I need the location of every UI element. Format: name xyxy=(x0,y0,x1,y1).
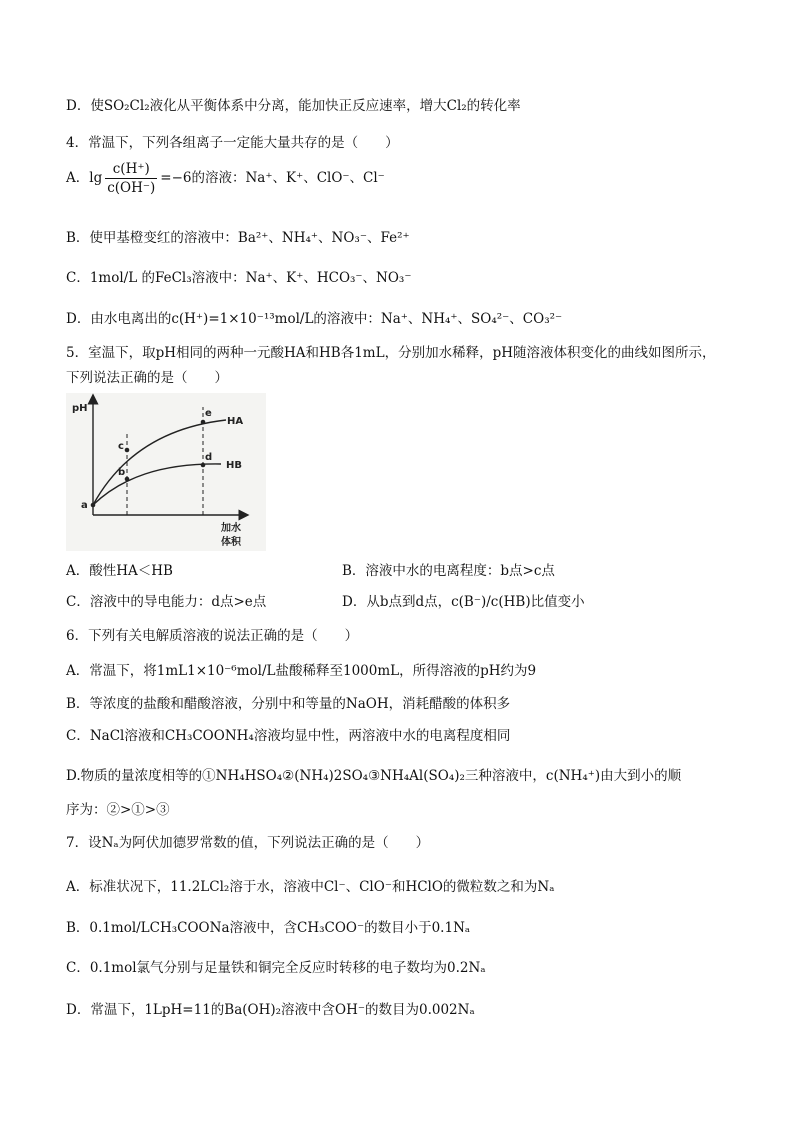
q4a-numerator: c(H⁺) xyxy=(105,160,157,179)
point-label-a: a xyxy=(81,500,88,511)
x-axis-label-2: 体积 xyxy=(221,537,241,548)
q6-option-a: A．常温下，将1mL1×10⁻⁶mol/L盐酸稀释至1000mL，所得溶液的pH约为9 xyxy=(66,663,537,679)
q3-option-d: D．使SO₂Cl₂液化从平衡体系中分离，能加快正反应速率，增大Cl₂的转化率 xyxy=(66,98,521,114)
question-5-stem-line2: 下列说法正确的是（ ） xyxy=(66,370,228,386)
q4-option-b: B．使甲基橙变红的溶液中：Ba²⁺、NH₄⁺、NO₃⁻、Fe²⁺ xyxy=(66,230,410,246)
question-4-stem: 4．常温下，下列各组离子一定能大量共存的是（ ） xyxy=(66,135,399,151)
curve-label-hb: HB xyxy=(226,460,242,471)
q5-option-b: B．溶液中水的电离程度：b点>c点 xyxy=(342,563,555,579)
q7-option-b: B．0.1mol/LCH₃COONa溶液中，含CH₃COO⁻的数目小于0.1Nₐ xyxy=(66,920,471,936)
curve-hb xyxy=(93,464,221,505)
q4-option-a xyxy=(66,160,385,197)
point-label-e: e xyxy=(205,408,212,419)
point-e xyxy=(201,420,206,425)
q4a-prefix: A．lg xyxy=(66,170,103,186)
q4a-fraction xyxy=(105,160,157,197)
q4-option-d: D．由水电离出的c(H⁺)=1×10⁻¹³mol/L的溶液中：Na⁺、NH₄⁺、SO₄²⁻、CO₃²⁻ xyxy=(66,311,563,327)
q7-option-d: D．常温下，1LpH=11的Ba(OH)₂溶液中含OH⁻的数目为0.002Nₐ xyxy=(66,1002,475,1018)
q5-option-c: C．溶液中的导电能力：d点>e点 xyxy=(66,594,267,610)
q7-option-a: A．标准状况下，11.2LCl₂溶于水，溶液中Cl⁻、ClO⁻和HClO的微粒数之和为Nₐ xyxy=(66,879,555,895)
q7-option-c: C．0.1mol氯气分别与足量铁和铜完全反应时转移的电子数均为0.2Nₐ xyxy=(66,960,486,976)
q5-option-d: D．从b点到d点，c(B⁻)/c(HB)比值变小 xyxy=(342,594,585,610)
curve-label-ha: HA xyxy=(227,416,244,427)
question-5-stem-line1: 5．室温下，取pH相同的两种一元酸HA和HB各1mL，分别加水稀释，pH随溶液体积变化的曲线如图所示， xyxy=(66,345,716,361)
ph-dilution-graph xyxy=(66,393,266,551)
q5-option-a: A．酸性HA＜HB xyxy=(66,563,173,579)
q6-option-d-line1: D.物质的量浓度相等的①NH₄HSO₄②(NH₄)2SO₄③NH₄Al(SO₄)₂三种溶液中，c(NH₄⁺)由大到小的顺 xyxy=(66,768,682,784)
point-a xyxy=(91,503,96,508)
point-label-c: c xyxy=(118,441,124,452)
y-axis-label: pH xyxy=(72,403,88,414)
point-label-d: d xyxy=(205,452,213,463)
point-label-b: b xyxy=(118,467,126,478)
q6-option-c: C．NaCl溶液和CH₃COONH₄溶液均显中性，两溶液中水的电离程度相同 xyxy=(66,728,511,744)
x-axis-label-1: 加水 xyxy=(221,523,241,534)
question-7-stem: 7．设Nₐ为阿伏加德罗常数的值，下列说法正确的是（ ） xyxy=(66,835,430,851)
q4-option-c: C．1mol/L 的FeCl₃溶液中：Na⁺、K⁺、HCO₃⁻、NO₃⁻ xyxy=(66,270,412,286)
q6-option-d-line2: 序为：②>①>③ xyxy=(66,802,170,818)
point-b xyxy=(125,477,130,482)
q6-option-b: B．等浓度的盐酸和醋酸溶液，分别中和等量的NaOH，消耗醋酸的体积多 xyxy=(66,696,511,712)
question-6-stem: 6．下列有关电解质溶液的说法正确的是（ ） xyxy=(66,628,359,644)
q4a-denominator: c(OH⁻) xyxy=(107,180,156,196)
point-c xyxy=(125,448,130,453)
point-d xyxy=(201,463,206,468)
q4a-suffix: =−6的溶液：Na⁺、K⁺、ClO⁻、Cl⁻ xyxy=(160,170,385,186)
